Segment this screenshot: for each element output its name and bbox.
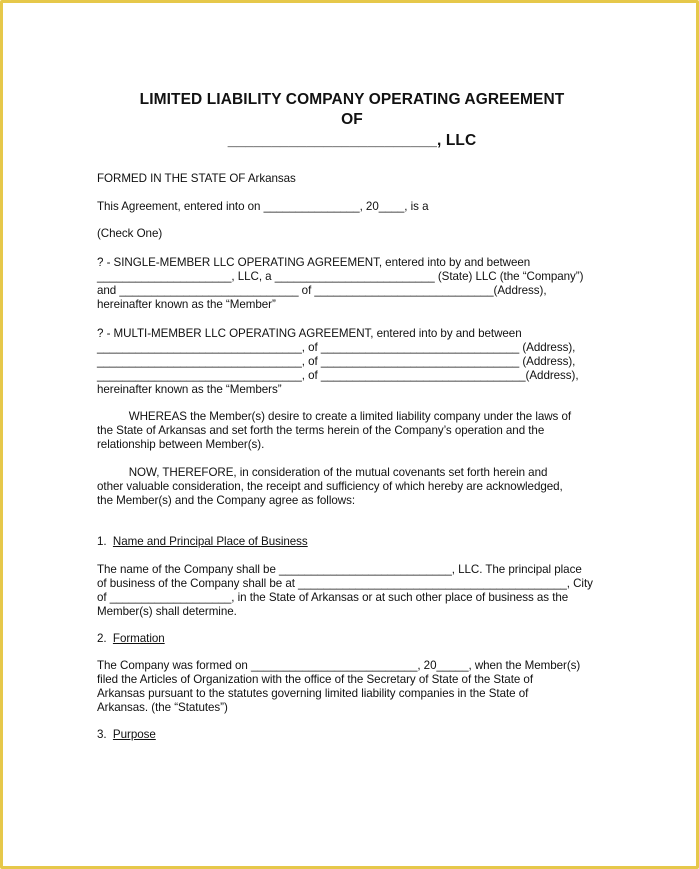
multi-member-option: ? - MULTI-MEMBER LLC OPERATING AGREEMENT, entered into by and between	[97, 327, 522, 340]
multi-member-line-2: ________________________________, of _______________________________ (Address),	[97, 355, 576, 368]
single-member-known-as: hereinafter known as the “Member”	[97, 298, 276, 311]
document-title: LIMITED LIABILITY COMPANY OPERATING AGREEMENT	[139, 91, 565, 108]
section-1-line-4: Member(s) shall determine.	[97, 605, 237, 618]
now-therefore-paragraph-3: the Member(s) and the Company agree as follows:	[97, 494, 355, 507]
section-3-title: Purpose	[112, 728, 156, 741]
document-title-llc-blank: ________________________, LLC	[227, 132, 477, 149]
section-2-line-1: The Company was formed on __________________________, 20_____, when the Member(s)	[97, 659, 581, 672]
section-3-number: 3.	[97, 728, 107, 741]
section-1-number: 1.	[97, 535, 107, 548]
now-therefore-paragraph-2: other valuable consideration, the receipt and sufficiency of which hereby are acknowledged,	[97, 480, 563, 493]
section-2-line-3: Arkansas pursuant to the statutes governing limited liability companies in the State of	[97, 687, 529, 700]
section-1-line-2: of business of the Company shall be at __________________________________________, City	[97, 577, 593, 590]
section-2-title: Formation	[112, 632, 165, 645]
multi-member-line-1: ________________________________, of _______________________________ (Address),	[97, 341, 576, 354]
section-2-heading	[97, 632, 165, 646]
section-2-line-4: Arkansas. (the “Statutes”)	[97, 701, 228, 714]
now-therefore-paragraph-1: NOW, THEREFORE, in consideration of the mutual covenants set forth herein and	[97, 466, 548, 479]
section-2-number: 2.	[97, 632, 107, 645]
section-1-line-3: of ___________________, in the State of Arkansas or at such other place of business as the	[97, 591, 569, 604]
whereas-paragraph-3: relationship between Member(s).	[97, 438, 265, 451]
multi-member-line-3: ________________________________, of ________________________________(Address),	[97, 369, 579, 382]
check-one-label: (Check One)	[97, 227, 163, 240]
section-1-line-1: The name of the Company shall be ___________________________, LLC. The principal place	[97, 563, 582, 576]
section-3-heading	[97, 728, 156, 742]
document-title-of: OF	[341, 111, 363, 128]
single-member-company-line: _____________________, LLC, a _________________________ (State) LLC (the “Company”)	[97, 270, 584, 283]
section-1-heading	[97, 535, 308, 549]
whereas-paragraph-1: WHEREAS the Member(s) desire to create a limited liability company under the laws of	[97, 410, 572, 423]
formed-state-line: FORMED IN THE STATE OF Arkansas	[97, 172, 296, 185]
whereas-paragraph-2: the State of Arkansas and set forth the terms herein of the Company’s operation and the	[97, 424, 545, 437]
section-2-line-2: filed the Articles of Organization with the office of the Secretary of State of the State of	[97, 673, 533, 686]
agreement-date-line: This Agreement, entered into on _______________, 20____, is a	[97, 200, 429, 213]
single-member-option: ? - SINGLE-MEMBER LLC OPERATING AGREEMENT, entered into by and between	[97, 256, 531, 269]
single-member-address-line: and ____________________________ of ____________________________(Address),	[97, 284, 547, 297]
section-1-title: Name and Principal Place of Business	[112, 535, 308, 548]
multi-member-known-as: hereinafter known as the “Members”	[97, 383, 282, 396]
